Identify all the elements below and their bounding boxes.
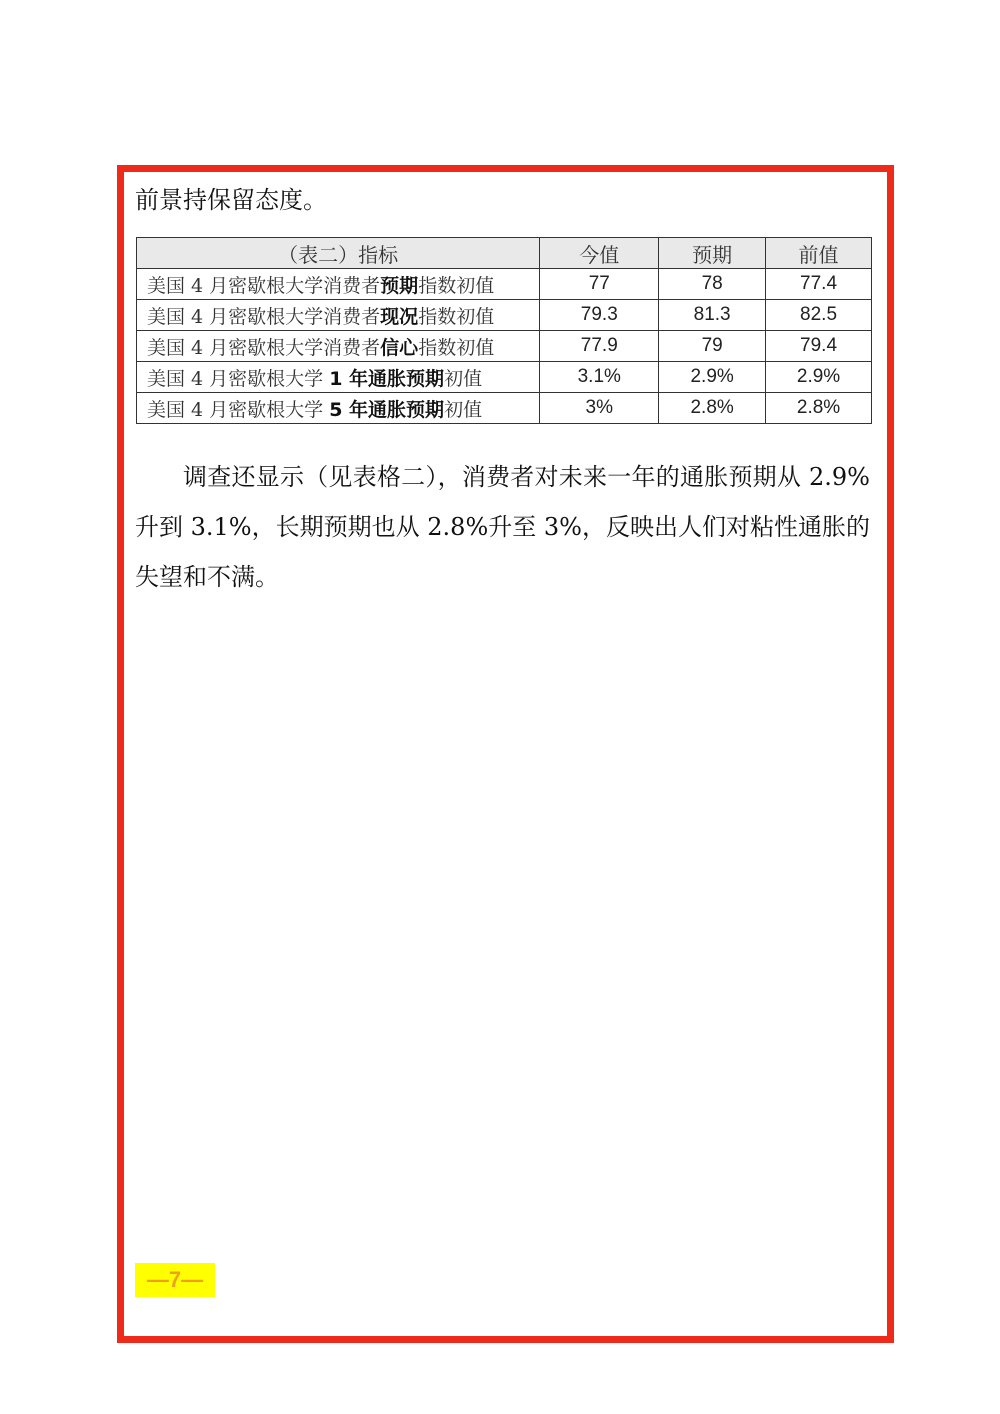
indicator-table [136,237,872,424]
indicator-cell [137,393,540,424]
current-value-cell: 3.1% [540,362,659,393]
previous-value-cell: 2.8% [766,393,872,424]
header-expected: 预期 [659,238,766,269]
indicator-cell [137,269,540,300]
indicator-cell [137,331,540,362]
intro-text-line: 前景持保留态度。 [135,186,327,214]
indicator-highlight: 预期 [380,274,419,297]
header-indicator: （表二）指标 [137,238,540,269]
indicator-prefix: 美国 4 月密歇根大学消费者 [147,274,381,297]
indicator-prefix: 美国 4 月密歇根大学消费者 [147,305,381,328]
indicator-suffix: 指数初值 [418,336,495,359]
table-row [137,331,872,362]
current-value-cell: 77 [540,269,659,300]
indicator-prefix: 美国 4 月密歇根大学 [147,398,330,421]
indicator-suffix: 初值 [444,398,483,421]
header-current: 今值 [540,238,659,269]
expected-value-cell: 2.8% [659,393,766,424]
expected-value-cell: 79 [659,331,766,362]
indicator-suffix: 指数初值 [418,305,495,328]
indicator-highlight: 信心 [380,336,419,359]
indicator-suffix: 初值 [444,367,483,390]
table-header-row [137,238,872,269]
indicator-prefix: 美国 4 月密歇根大学 [147,367,330,390]
expected-value-cell: 2.9% [659,362,766,393]
previous-value-cell: 79.4 [766,331,872,362]
table-row [137,362,872,393]
indicator-highlight: 1 年通胀预期 [329,367,445,390]
table-row [137,393,872,424]
table-row [137,300,872,331]
indicator-highlight: 现况 [380,305,419,328]
current-value-cell: 79.3 [540,300,659,331]
indicator-suffix: 指数初值 [418,274,495,297]
previous-value-cell: 77.4 [766,269,872,300]
indicator-cell [137,300,540,331]
current-value-cell: 77.9 [540,331,659,362]
indicator-prefix: 美国 4 月密歇根大学消费者 [147,336,381,359]
body-paragraph: 调查还显示（见表格二），消费者对未来一年的通胀预期从 2.9%升到 3.1%，长期预期也从 2.8%升至 3%，反映出人们对粘性通胀的失望和不满。 [135,463,870,591]
expected-value-cell: 81.3 [659,300,766,331]
previous-value-cell: 82.5 [766,300,872,331]
current-value-cell: 3% [540,393,659,424]
previous-value-cell: 2.9% [766,362,872,393]
header-previous: 前值 [766,238,872,269]
expected-value-cell: 78 [659,269,766,300]
table-row [137,269,872,300]
indicator-highlight: 5 年通胀预期 [329,398,445,421]
indicator-cell [137,362,540,393]
page-number: —7— [135,1263,215,1297]
